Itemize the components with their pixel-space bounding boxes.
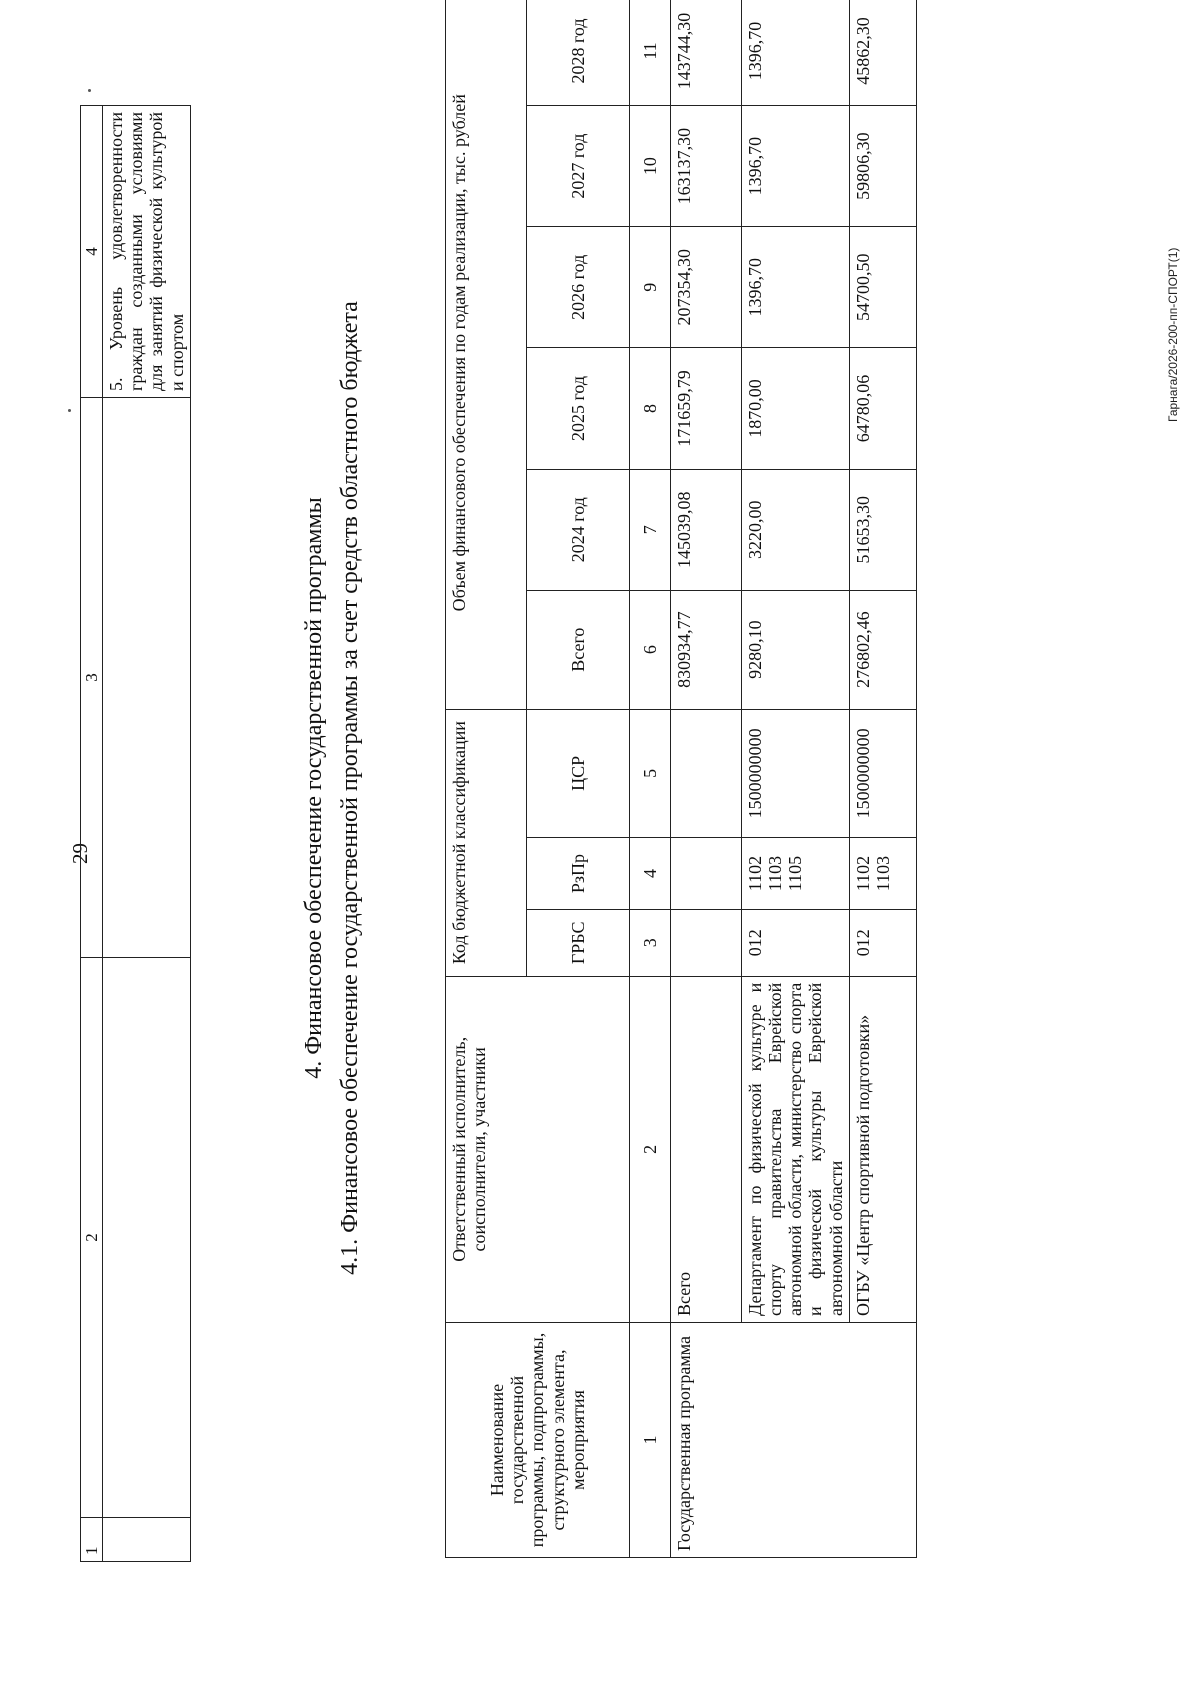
column-number: 2 xyxy=(630,976,671,1322)
value-2026: 207354,30 xyxy=(671,227,742,348)
value-2028: 143744,30 xyxy=(671,0,742,105)
table-row xyxy=(671,0,742,1558)
cell xyxy=(103,1518,191,1562)
csr-cell xyxy=(671,709,742,838)
rzpr-cell xyxy=(671,838,742,910)
total-cell: 9280,10 xyxy=(742,590,850,709)
value-2028: 1396,70 xyxy=(742,0,850,105)
cell: 1 xyxy=(81,1518,103,1562)
header-2025: 2025 год xyxy=(527,348,630,469)
cell xyxy=(103,958,191,1518)
header-rzpr: РзПр xyxy=(527,838,630,910)
indicator-text: 5. Уровень удовлетворенности граждан созданными условиями для занятий физической культурой и спортом xyxy=(103,106,191,398)
value-2024: 51653,30 xyxy=(849,469,916,590)
continued-table xyxy=(80,105,191,1562)
value-2027: 59806,30 xyxy=(849,105,916,226)
column-number: 11 xyxy=(630,0,671,105)
continued-table-header xyxy=(81,106,103,1562)
cell xyxy=(103,398,191,958)
subsection-title: 4.1. Финансовое обеспечение государственной программы за счет средств областного бюджета xyxy=(337,301,363,1275)
rzpr-cell: 1102 1103 xyxy=(849,838,916,910)
column-number: 6 xyxy=(630,590,671,709)
value-2025: 171659,79 xyxy=(671,348,742,469)
column-number: 4 xyxy=(630,838,671,910)
executor-cell: ОГБУ «Центр спортивной подготовки» xyxy=(849,976,916,1322)
column-number: 10 xyxy=(630,105,671,226)
value-2024: 3220,00 xyxy=(742,469,850,590)
header-name: Наименование государственной программы, подпрограммы, структурного элемента, мероприятия xyxy=(446,1323,630,1558)
value-2027: 163137,30 xyxy=(671,105,742,226)
csr-cell: 1500000000 xyxy=(849,709,916,838)
column-number: 7 xyxy=(630,469,671,590)
header-2026: 2026 год xyxy=(527,227,630,348)
executor-cell: Всего xyxy=(671,976,742,1322)
value-2025: 64780,06 xyxy=(849,348,916,469)
column-number: 8 xyxy=(630,348,671,469)
program-name: Государственная программа xyxy=(671,1323,917,1558)
total-cell: 276802,46 xyxy=(849,590,916,709)
column-number-row xyxy=(630,0,671,1558)
cell: 2 xyxy=(81,958,103,1518)
rzpr-cell: 1102 1103 1105 xyxy=(742,838,850,910)
column-number: 3 xyxy=(630,909,671,976)
value-2027: 1396,70 xyxy=(742,105,850,226)
grbs-cell: 012 xyxy=(742,909,850,976)
header-row xyxy=(446,0,527,1558)
table-row xyxy=(103,106,191,1562)
section-title: 4. Финансовое обеспечение государственной программы xyxy=(301,497,327,1079)
header-total: Всего xyxy=(527,590,630,709)
value-2028: 45862,30 xyxy=(849,0,916,105)
csr-cell: 1500000000 xyxy=(742,709,850,838)
header-budget-code: Код бюджетной классификации xyxy=(446,709,527,976)
grbs-cell xyxy=(671,909,742,976)
value-2024: 145039,08 xyxy=(671,469,742,590)
header-2027: 2027 год xyxy=(527,105,630,226)
document-footer: Гарнага/2026-200-пп-СПОРТ(1) xyxy=(1166,247,1180,422)
header-volume: Объем финансового обеспечения по годам реализации, тыс. рублей xyxy=(446,0,527,709)
cell: 4 xyxy=(81,106,103,398)
value-2025: 1870,00 xyxy=(742,348,850,469)
header-2028: 2028 год xyxy=(527,0,630,105)
page-number: 29 xyxy=(68,843,92,864)
total-cell: 830934,77 xyxy=(671,590,742,709)
header-2024: 2024 год xyxy=(527,469,630,590)
executor-cell: Департамент по физической культуре и спорту правительства Еврейской автономной области, министерство спорта и физической культуры Еврейской автономной области xyxy=(742,976,850,1322)
column-number: 5 xyxy=(630,709,671,838)
value-2026: 54700,50 xyxy=(849,227,916,348)
value-2026: 1396,70 xyxy=(742,227,850,348)
column-number: 1 xyxy=(630,1323,671,1558)
column-number: 9 xyxy=(630,227,671,348)
cell: 3 xyxy=(81,398,103,958)
finance-table xyxy=(445,0,917,1558)
header-csr: ЦСР xyxy=(527,709,630,838)
scan-speck xyxy=(88,89,91,92)
header-executor: Ответственный исполнитель, соисполнители, участники xyxy=(446,976,630,1322)
header-grbs: ГРБС xyxy=(527,909,630,976)
grbs-cell: 012 xyxy=(849,909,916,976)
scan-speck xyxy=(68,409,71,412)
